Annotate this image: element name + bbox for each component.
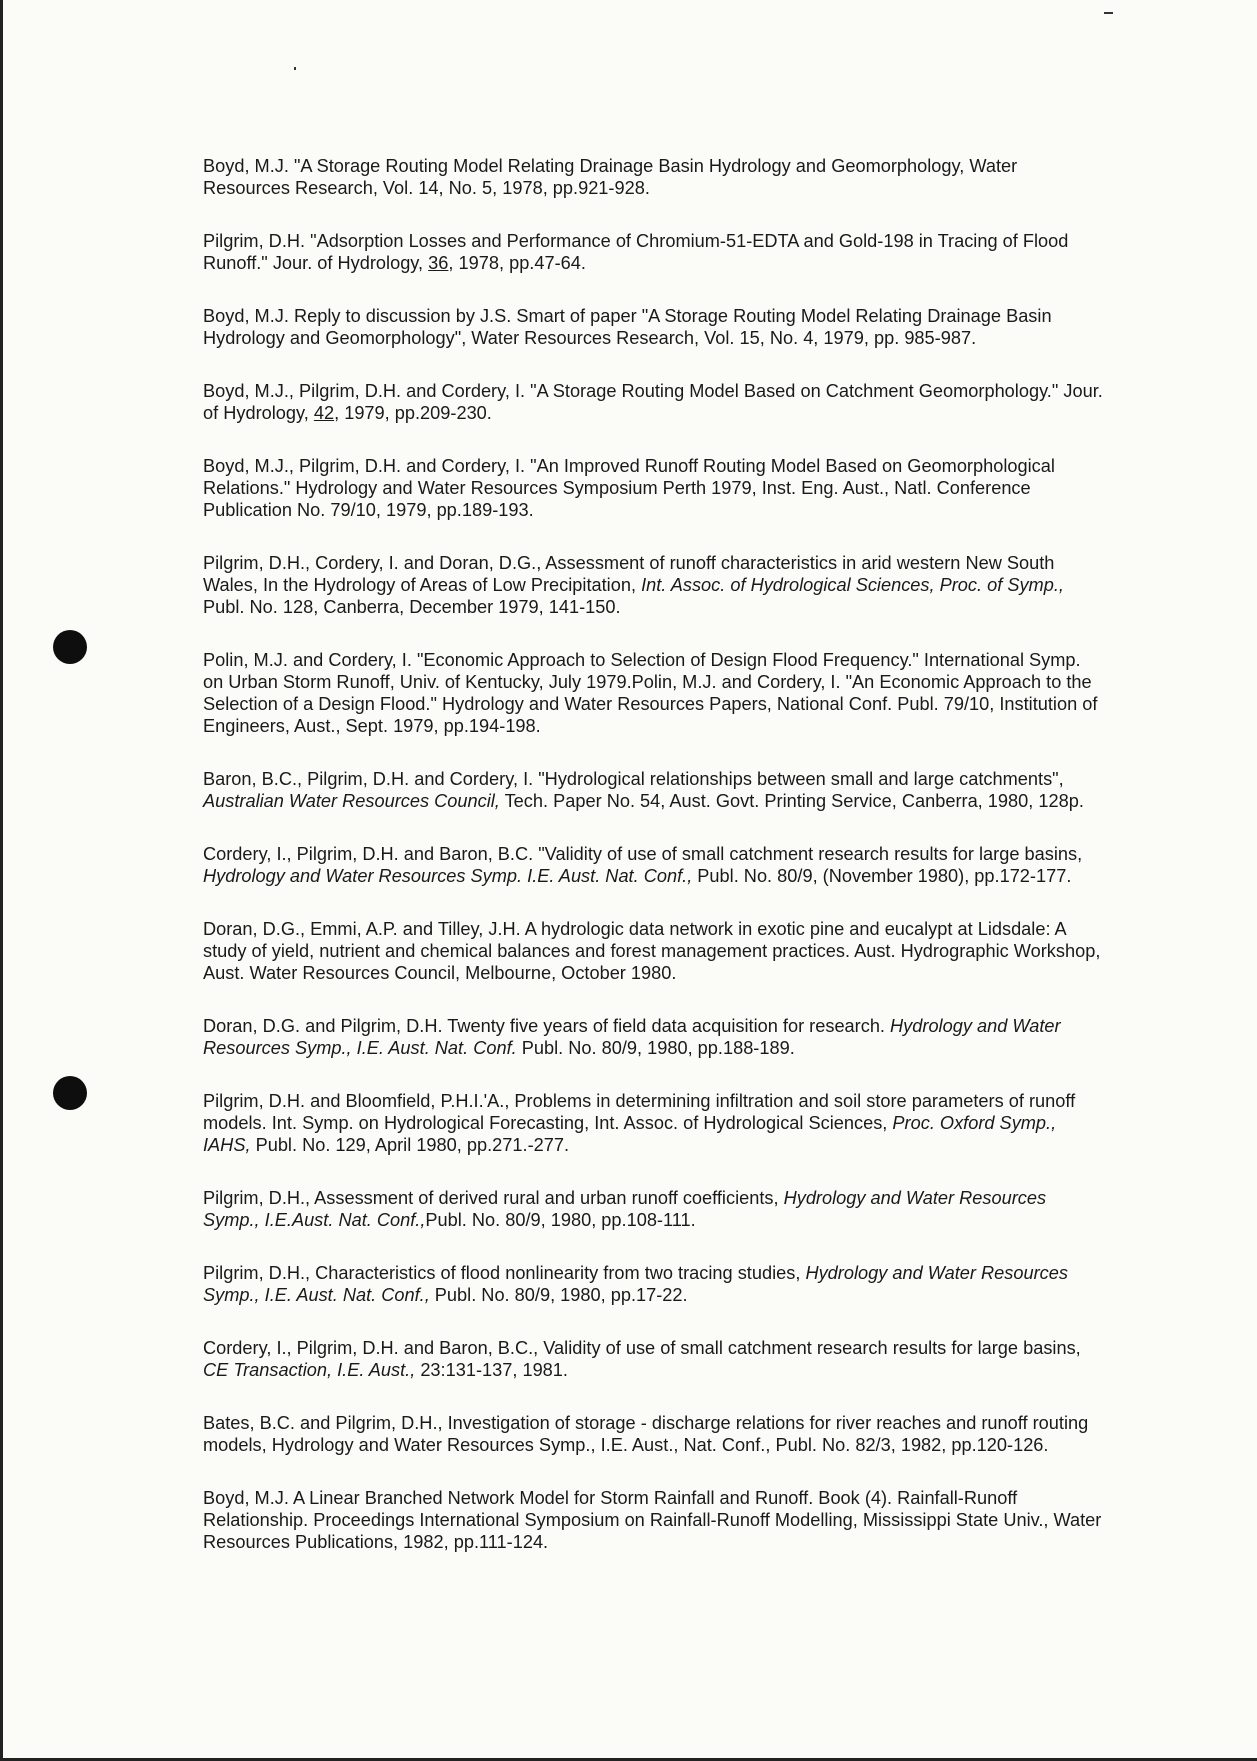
reference-text: Baron, B.C., Pilgrim, D.H. and Cordery, I. "Hydrological relationships between small and large catchments", <box>203 769 1064 789</box>
reference-entry <box>203 230 1103 274</box>
reference-text: Pilgrim, D.H., Assessment of derived rural and urban runoff coefficients, <box>203 1188 784 1208</box>
reference-text: Doran, D.G., Emmi, A.P. and Tilley, J.H. A hydrologic data network in exotic pine and eucalypt at Lidsdale: A study of yield, nutrient and chemical balances and forest management practices. Aust. Hydrographic Workshop, Aust. Water Resources Council, Melbourne, October 1980. <box>203 919 1101 983</box>
reference-text: Publ. No. 129, April 1980, pp.271.-277. <box>250 1135 570 1155</box>
reference-entry <box>203 918 1103 984</box>
reference-entry <box>203 768 1103 812</box>
scan-speck <box>1104 12 1113 14</box>
punch-hole-icon <box>53 1076 87 1110</box>
reference-text: , 1978, pp.47-64. <box>448 253 586 273</box>
reference-entry <box>203 843 1103 887</box>
reference-entry <box>203 1337 1103 1381</box>
reference-entry <box>203 1487 1103 1553</box>
reference-text: Int. Assoc. of Hydrological Sciences, Proc. of Symp., <box>641 575 1064 595</box>
reference-text: , 1979, pp.209-230. <box>334 403 492 423</box>
reference-entry <box>203 1090 1103 1156</box>
reference-entry <box>203 155 1103 199</box>
reference-text: Publ. No. 80/9, 1980, pp.188-189. <box>516 1038 795 1058</box>
reference-text: Publ. No. 128, Canberra, December 1979, 141-150. <box>203 597 621 617</box>
reference-entry <box>203 552 1103 618</box>
reference-entry <box>203 305 1103 349</box>
document-page <box>3 0 1257 1758</box>
reference-text: Doran, D.G. and Pilgrim, D.H. Twenty five years of field data acquisition for research. <box>203 1016 891 1036</box>
punch-hole-icon <box>53 630 87 664</box>
reference-text: Boyd, M.J. "A Storage Routing Model Relating Drainage Basin Hydrology and Geomorphology, Water Resources Research, Vol. 14, No. 5, 1978, pp.921-928. <box>203 156 1018 198</box>
reference-text: Pilgrim, D.H. "Adsorption Losses and Performance of Chromium-51-EDTA and Gold-198 in Tracing of Flood Runoff." Jour. of Hydrology, <box>203 231 1069 273</box>
reference-text: Boyd, M.J. A Linear Branched Network Model for Storm Rainfall and Runoff. Book (4). Rainfall-Runoff Relationship. Proceedings International Symposium on Rainfall-Runoff Modelling, Mississippi State Univ., Water Resources Publications, 1982, pp.111-124. <box>203 1488 1102 1552</box>
reference-entry <box>203 1412 1103 1456</box>
reference-text: Pilgrim, D.H., Characteristics of flood nonlinearity from two tracing studies, <box>203 1263 806 1283</box>
reference-text: Australian Water Resources Council, <box>203 791 500 811</box>
reference-entry <box>203 1262 1103 1306</box>
reference-text: CE Transaction, I.E. Aust., <box>203 1360 416 1380</box>
reference-entry <box>203 1187 1103 1231</box>
reference-text: Hydrology and Water Resources Symp. I.E. Aust. Nat. Conf., <box>203 866 693 886</box>
reference-entry <box>203 455 1103 521</box>
reference-text: Publ. No. 80/9, (November 1980), pp.172-177. <box>692 866 1072 886</box>
scan-speck <box>294 67 296 70</box>
reference-entry <box>203 649 1103 737</box>
reference-text: Hydrology and Water Resources Symp., I.E.Aust. Nat. Conf., <box>203 1188 1047 1230</box>
reference-text: 23:131-137, 1981. <box>415 1360 568 1380</box>
reference-text: Polin, M.J. and Cordery, I. "Economic Approach to Selection of Design Flood Frequency." International Symp. on Urban Storm Runoff, Univ. of Kentucky, July 1979.Polin, M.J. and Cordery, I. "An Economic Approach to the Selection of a Design Flood." Hydrology and Water Resources Papers, National Conf. Publ. 79/10, Institution of Engineers, Aust., Sept. 1979, pp.194-198. <box>203 650 1098 736</box>
reference-text: 42 <box>313 403 335 423</box>
reference-text: Publ. No. 80/9, 1980, pp.17-22. <box>429 1285 688 1305</box>
reference-text: Cordery, I., Pilgrim, D.H. and Baron, B.C. "Validity of use of small catchment research results for large basins, <box>203 844 1083 864</box>
reference-text: Boyd, M.J., Pilgrim, D.H. and Cordery, I. "An Improved Runoff Routing Model Based on Geomorphological Relations." Hydrology and Water Resources Symposium Perth 1979, Inst. Eng. Aust., Natl. Conference Publication No. 79/10, 1979, pp.189-193. <box>203 456 1055 520</box>
reference-text: Pilgrim, D.H., Cordery, I. and Doran, D.G., Assessment of runoff characteristics in arid western New South Wales, In the Hydrology of Areas of Low Precipitation, <box>203 553 1055 595</box>
reference-text: Hydrology and Water Resources Symp., I.E. Aust. Nat. Conf., <box>203 1263 1068 1305</box>
reference-text: Pilgrim, D.H. and Bloomfield, P.H.I.'A., Problems in determining infiltration and soil store parameters of runoff models. Int. Symp. on Hydrological Forecasting, Int. Assoc. of Hydrological Sciences, <box>203 1091 1076 1133</box>
reference-list <box>203 155 1103 1584</box>
reference-text: Bates, B.C. and Pilgrim, D.H., Investigation of storage - discharge relations for river reaches and runoff routing models, Hydrology and Water Resources Symp., I.E. Aust., Nat. Conf., Publ. No. 82/3, 1982, pp.120-126. <box>203 1413 1089 1455</box>
reference-text: Hydrology and Water Resources Symp., I.E. Aust. Nat. Conf. <box>203 1016 1061 1058</box>
reference-text: Boyd, M.J., Pilgrim, D.H. and Cordery, I. "A Storage Routing Model Based on Catchment Geomorphology." Jour. of Hydrology, <box>203 381 1103 423</box>
reference-text: Tech. Paper No. 54, Aust. Govt. Printing Service, Canberra, 1980, 128p. <box>499 791 1084 811</box>
reference-text: Publ. No. 80/9, 1980, pp.108-111. <box>425 1210 696 1230</box>
reference-entry <box>203 380 1103 424</box>
reference-text: Proc. Oxford Symp., IAHS, <box>203 1113 1057 1155</box>
reference-text: Cordery, I., Pilgrim, D.H. and Baron, B.C., Validity of use of small catchment research results for large basins, <box>203 1338 1081 1358</box>
reference-text: 36 <box>428 253 449 273</box>
reference-entry <box>203 1015 1103 1059</box>
reference-text: Boyd, M.J. Reply to discussion by J.S. Smart of paper "A Storage Routing Model Relating Drainage Basin Hydrology and Geomorphology", Water Resources Research, Vol. 15, No. 4, 1979, pp. 985-987. <box>203 306 1052 348</box>
